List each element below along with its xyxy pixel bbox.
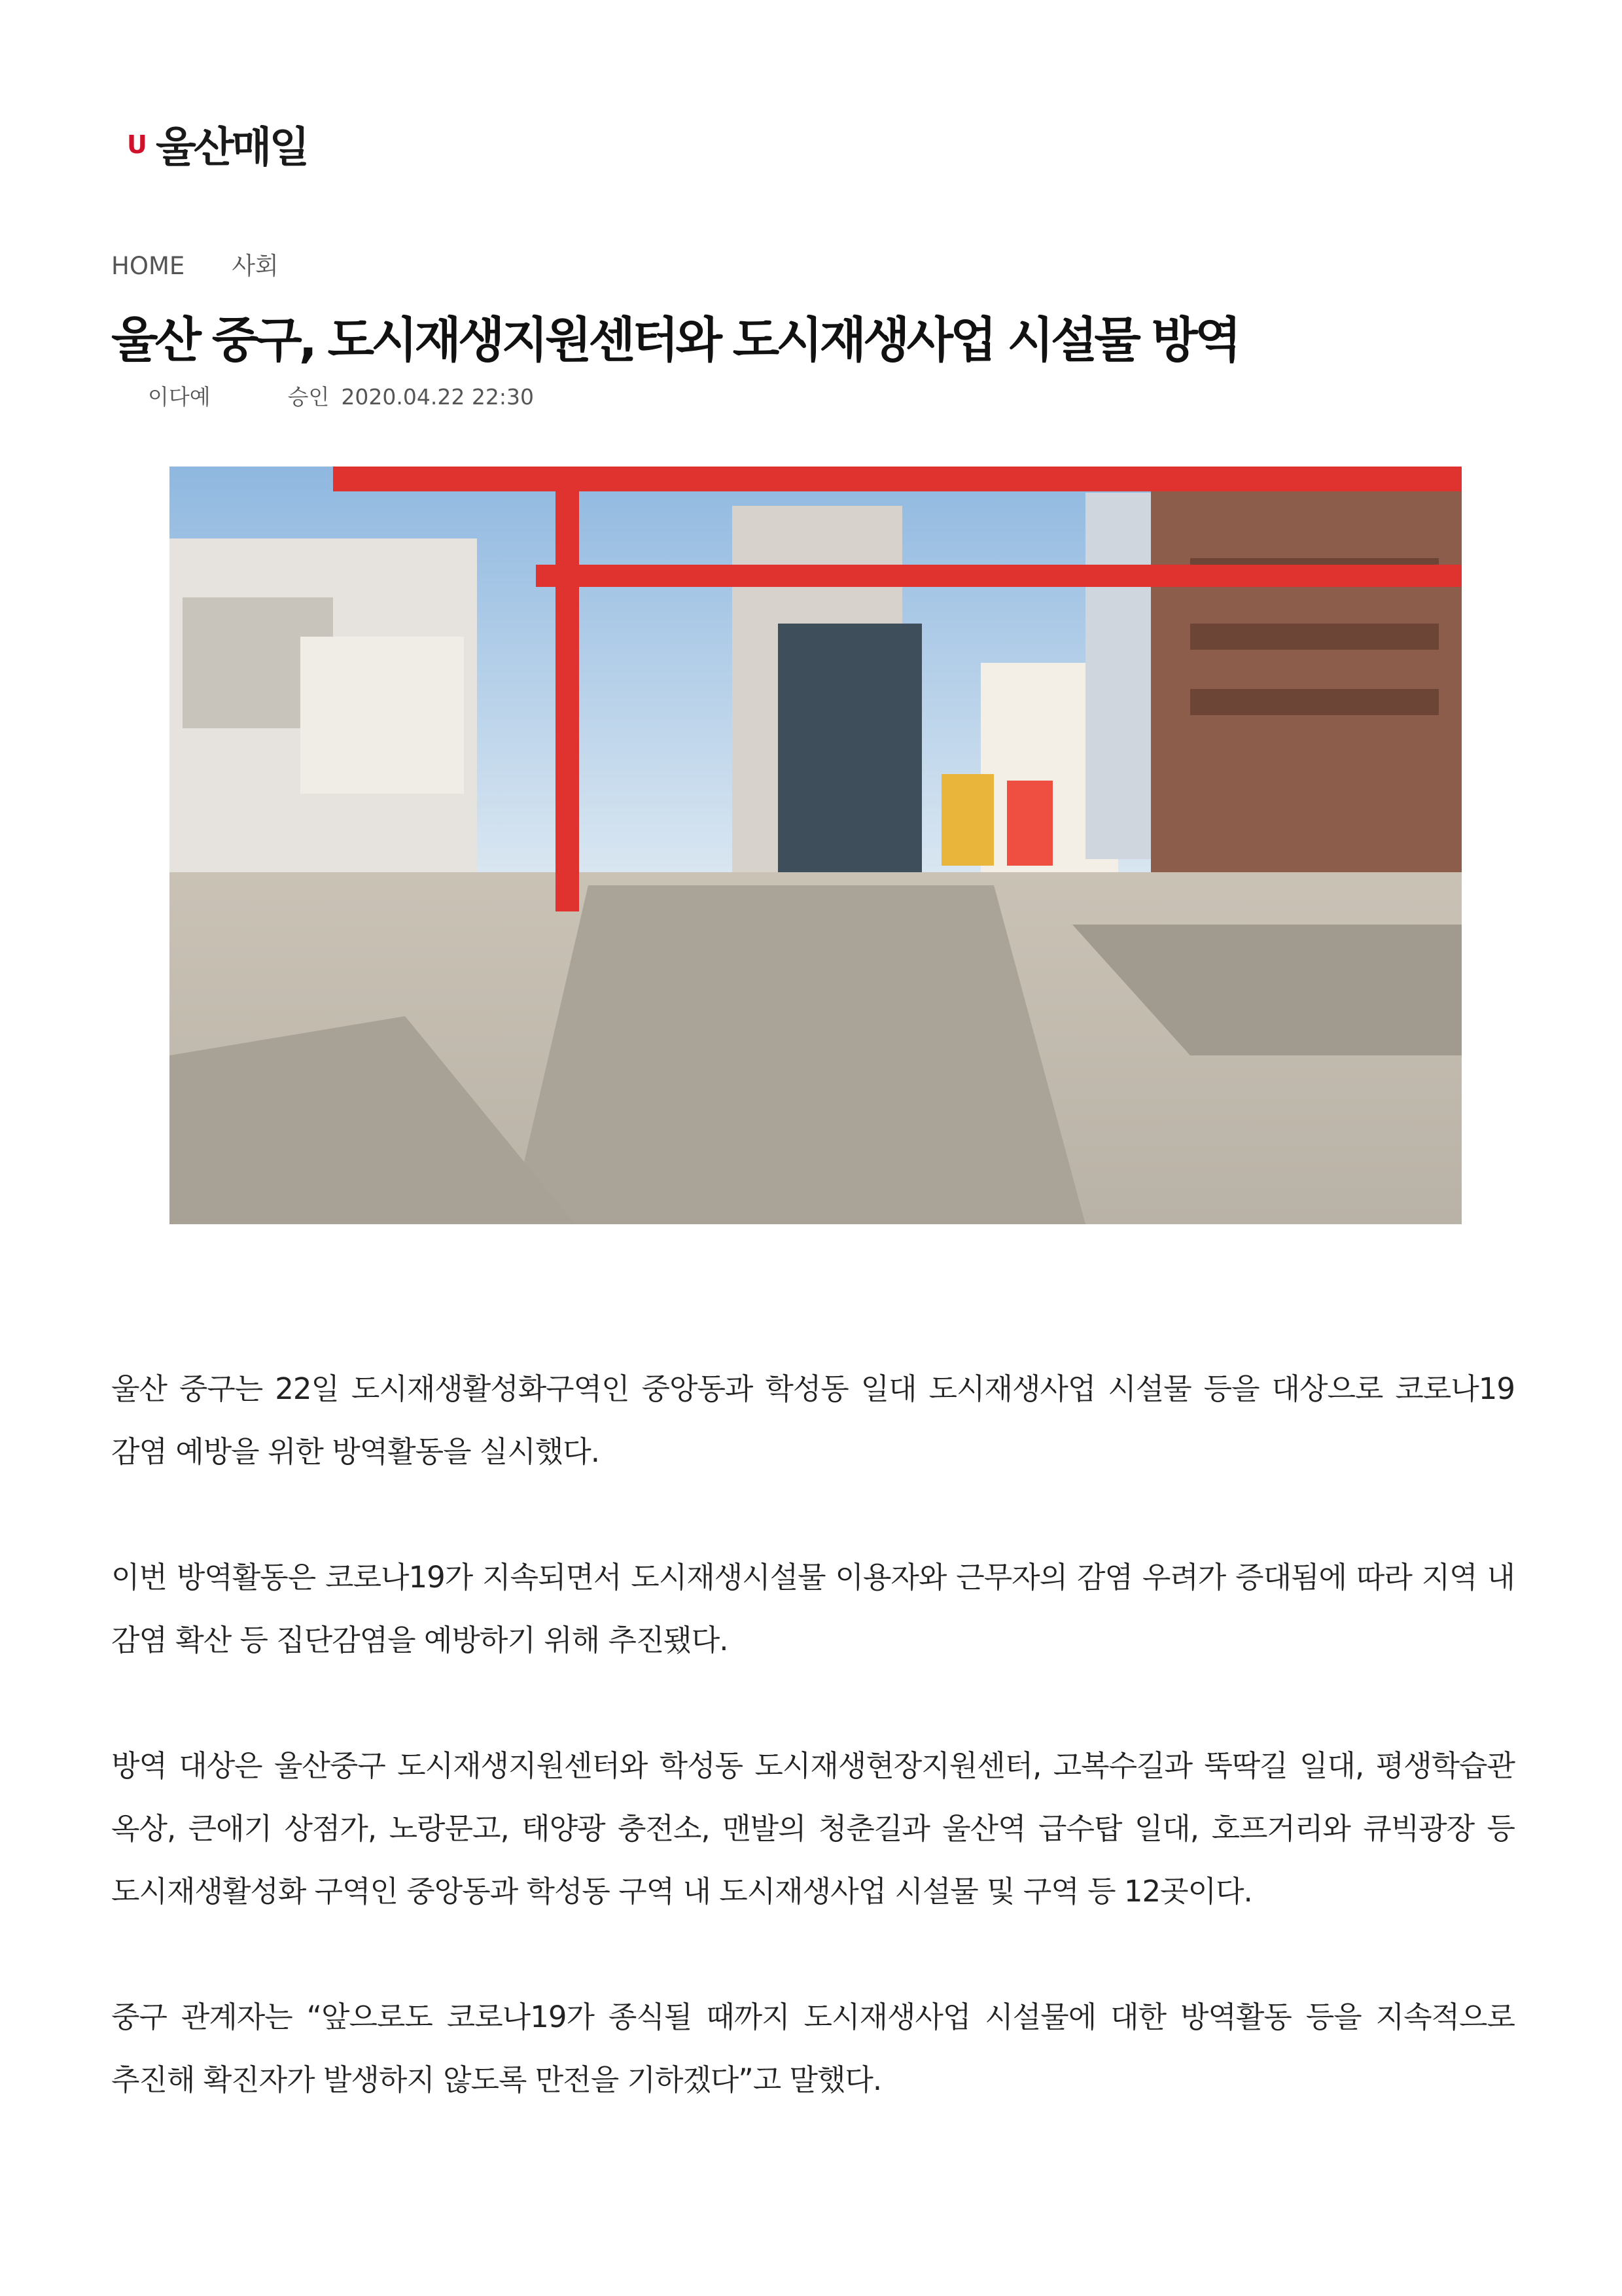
site-logo[interactable] <box>124 116 308 172</box>
article-paragraph: 울산 중구는 22일 도시재생활성화구역인 중앙동과 학성동 일대 도시재생사업 시설물 등을 대상으로 코로나19 감염 예방을 위한 방역활동을 실시했다. <box>111 1371 1515 1469</box>
article-photo <box>169 467 1462 1224</box>
approved-datetime: 2020.04.22 22:30 <box>341 384 534 410</box>
article-paragraph: 이번 방역활동은 코로나19가 지속되면서 도시재생시설물 이용자와 근무자의 감염 우려가 증대됨에 따라 지역 내 감염 확산 등 집단감염을 예방하기 위해 추진됐다. <box>111 1560 1515 1657</box>
news-photo-image <box>169 467 1462 1224</box>
article-title: 울산 중구, 도시재생지원센터와 도시재생사업 시설물 방역 <box>111 312 1239 368</box>
ulsan-maeil-logo-icon: U <box>127 130 147 159</box>
article-body <box>111 1358 1515 2174</box>
article-author: 이다예 <box>148 384 211 410</box>
breadcrumb-home-link[interactable]: HOME <box>111 252 185 280</box>
breadcrumb <box>111 254 279 278</box>
breadcrumb-section-link[interactable]: 사회 <box>232 252 279 280</box>
article-byline <box>148 386 534 408</box>
site-name: 울산매일 <box>156 124 308 172</box>
approved-label: 승인 <box>287 384 330 410</box>
article-paragraph: 방역 대상은 울산중구 도시재생지원센터와 학성동 도시재생현장지원센터, 고복수길과 뚝딱길 일대, 평생학습관 옥상, 큰애기 상점가, 노랑문고, 태양광 충전소, 맨발의 청춘길과 울산역 급수탑 일대, 호프거리와 큐빅광장 등 도시재생활성화 구역인 중앙동과 학성동 구역 내 도시재생사업 시설물 및 구역 등 12곳이다. <box>111 1748 1515 1909</box>
article-paragraph: 중구 관계자는 “앞으로도 코로나19가 종식될 때까지 도시재생사업 시설물에 대한 방역활동 등을 지속적으로 추진해 확진자가 발생하지 않도록 만전을 기하겠다”고 말했다. <box>111 2000 1515 2097</box>
